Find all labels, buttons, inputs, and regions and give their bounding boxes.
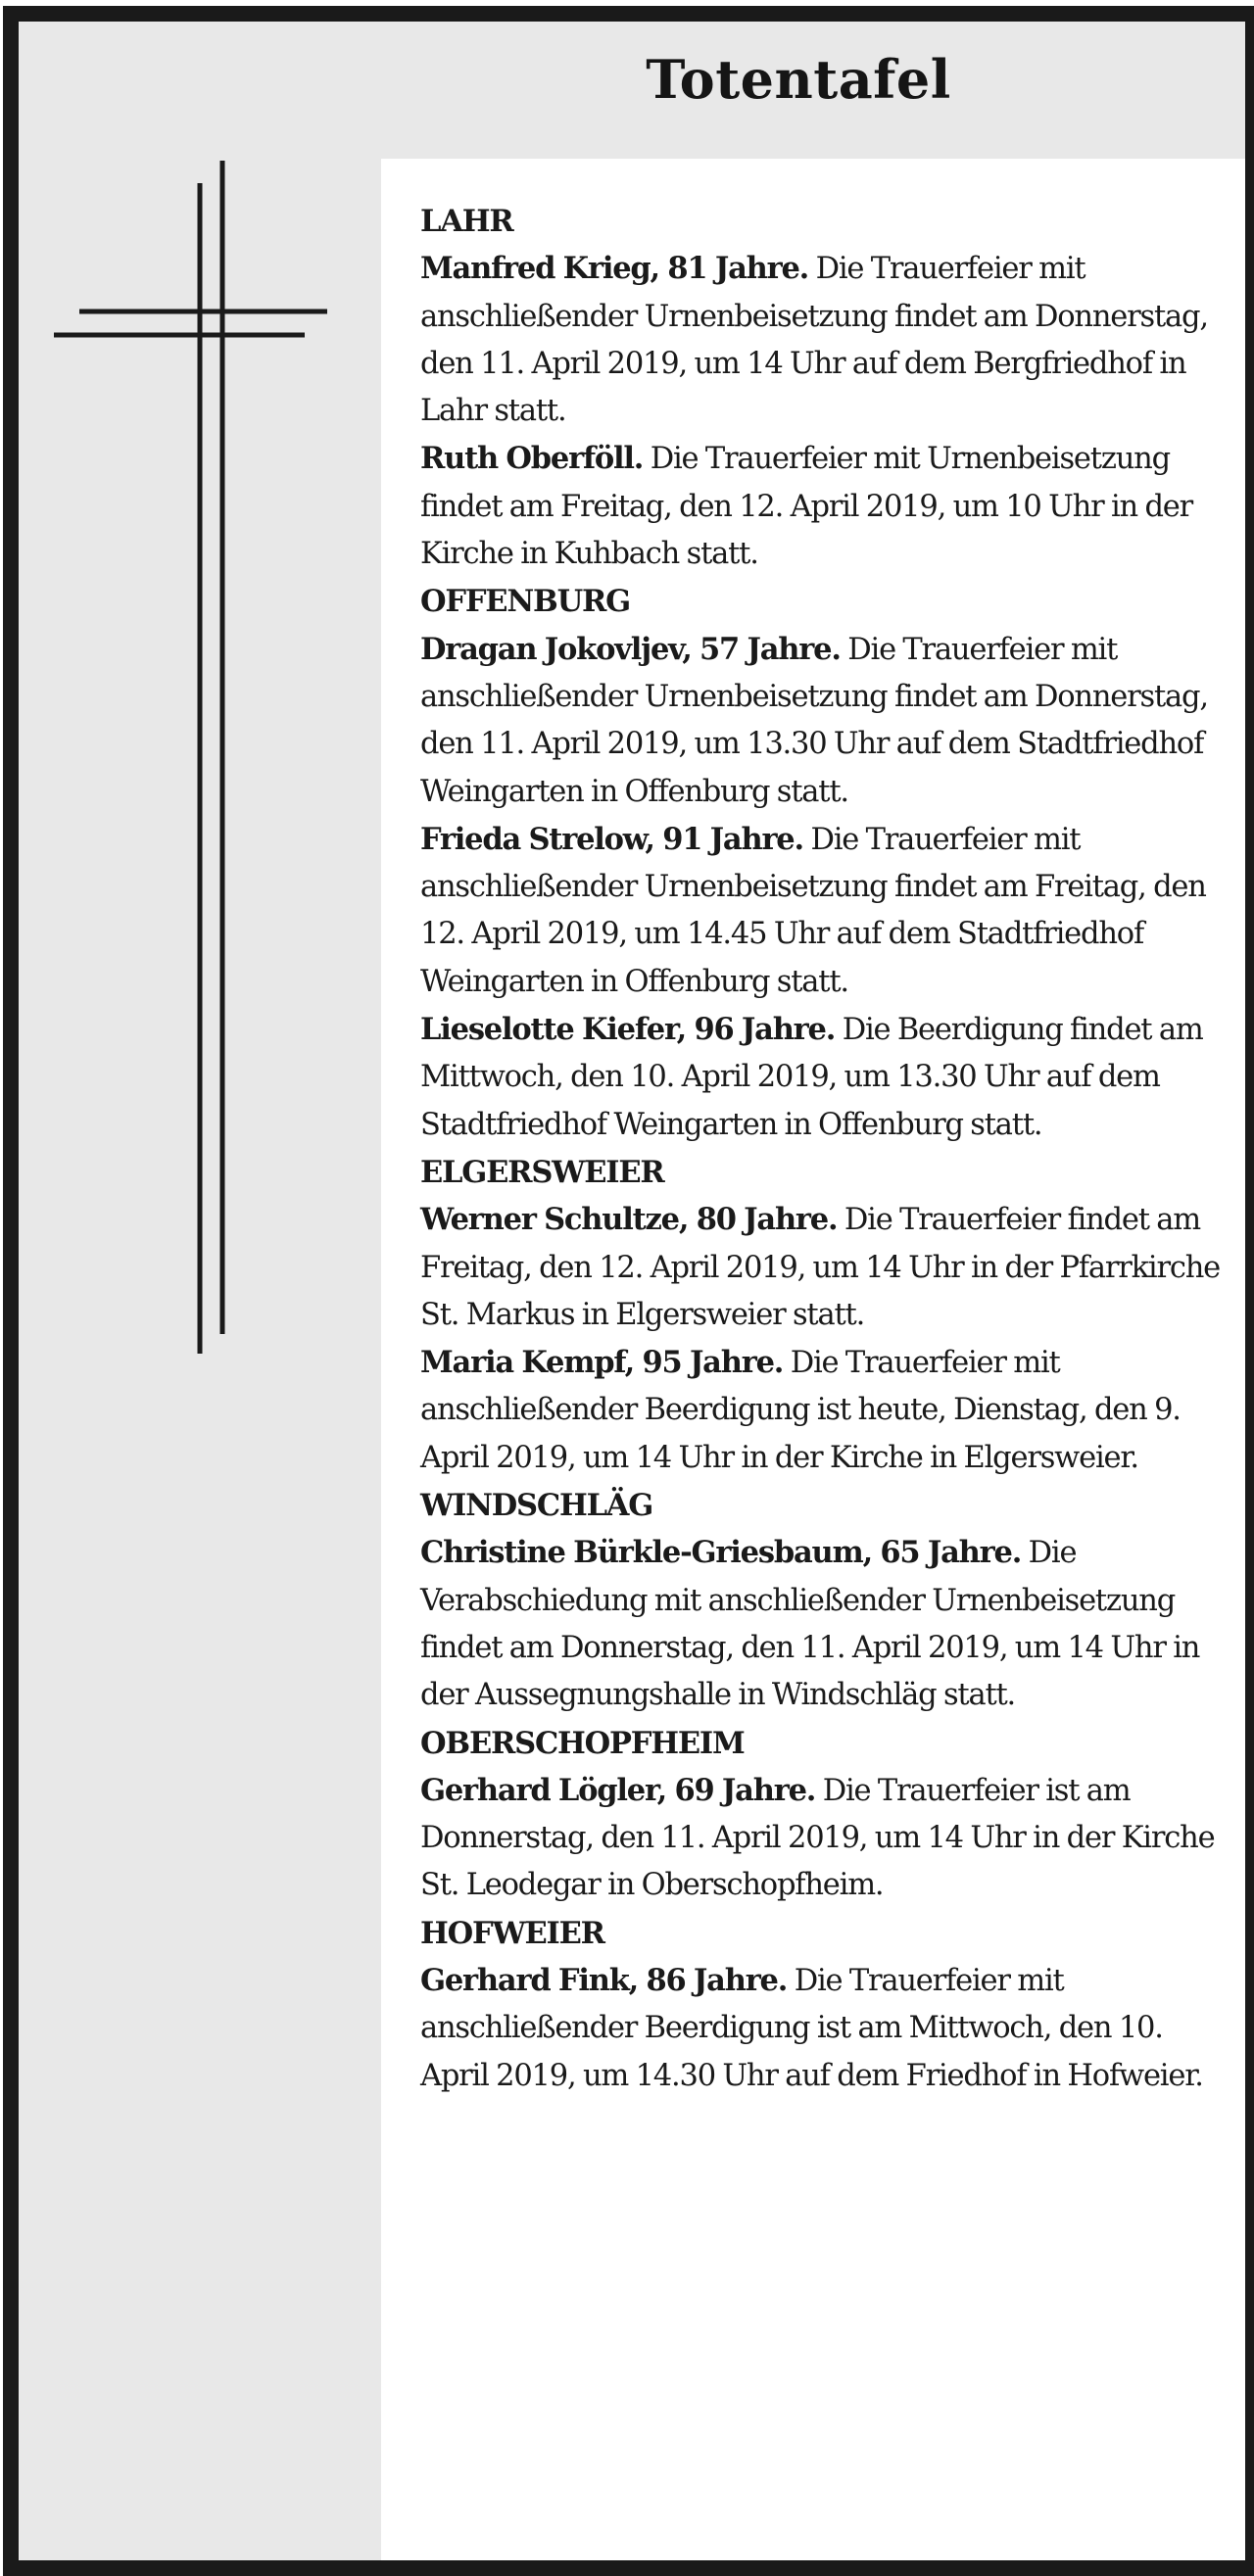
obituary-entry [420, 626, 1224, 816]
obituary-entry [420, 435, 1224, 578]
deceased-name: Ruth Oberföll. [420, 441, 644, 477]
deceased-name: Lieselotte Kiefer, 96 Jahre. [420, 1012, 836, 1048]
obituary-entry [420, 245, 1224, 435]
page-title: Totentafel [646, 48, 951, 111]
ceremony-details: Die Trauerfeier mit anschließender Urnenbeisetzung findet am Donnerstag, den 11. April 2019, um 13.30 Uhr auf dem Stadtfriedhof Weingarten in Offenburg statt. [420, 632, 1208, 809]
obituary-panel [381, 159, 1245, 2560]
ceremony-details: Die Trauerfeier mit anschließender Urnenbeisetzung findet am Freitag, den 12. April 2019, um 14.45 Uhr auf dem Stadtfriedhof Weingarten in Offenburg statt. [420, 822, 1206, 999]
ceremony-details: Die Beerdigung findet am Mittwoch, den 10. April 2019, um 13.30 Uhr auf dem Stadtfriedhof Weingarten in Offenburg statt. [420, 1013, 1203, 1142]
obituary-list [420, 198, 1224, 2100]
cross-icon [19, 22, 381, 1393]
ceremony-details: Die Trauerfeier findet am Freitag, den 12. April 2019, um 14 Uhr in der Pfarrkirche St. Markus in Elgersweier statt. [420, 1203, 1221, 1332]
deceased-name: Manfred Krieg, 81 Jahre. [420, 251, 809, 287]
section-place-lahr: LAHR [420, 204, 513, 239]
obituary-entry [420, 1767, 1224, 1910]
obituary-frame [3, 6, 1254, 2576]
ceremony-details: Die Verabschiedung mit anschließender Urnenbeisetzung findet am Donnerstag, den 11. April 2019, um 14 Uhr in der Aussegnungshalle in Windschläg statt. [420, 1536, 1200, 1713]
section-place-offenburg: OFFENBURG [420, 584, 630, 620]
obituary-entry [420, 1339, 1224, 1482]
obituary-entry [420, 1196, 1224, 1339]
deceased-name: Maria Kempf, 95 Jahre. [420, 1345, 784, 1381]
section-place-oberschopfheim: OBERSCHOPFHEIM [420, 1725, 745, 1761]
ceremony-details: Die Trauerfeier mit anschließender Urnenbeisetzung findet am Donnerstag, den 11. April 2019, um 14 Uhr auf dem Bergfriedhof in Lahr statt. [420, 252, 1208, 429]
obituary-entry [420, 1529, 1224, 1719]
ceremony-details: Die Trauerfeier mit anschließender Beerdigung ist heute, Dienstag, den 9. April 2019, um 14 Uhr in der Kirche in Elgersweier. [420, 1346, 1181, 1475]
ceremony-details: Die Trauerfeier mit anschließender Beerdigung ist am Mittwoch, den 10. April 2019, um 14.30 Uhr auf dem Friedhof in Hofweier. [420, 1963, 1203, 2093]
deceased-name: Werner Schultze, 80 Jahre. [420, 1202, 838, 1238]
deceased-name: Christine Bürkle-Griesbaum, 65 Jahre. [420, 1535, 1022, 1571]
deceased-name: Gerhard Lögler, 69 Jahre. [420, 1772, 816, 1808]
section-place-windschlaeg: WINDSCHLÄG [420, 1488, 653, 1524]
ceremony-details: Die Trauerfeier mit Urnenbeisetzung findet am Freitag, den 12. April 2019, um 10 Uhr in der Kirche in Kuhbach statt. [420, 442, 1193, 572]
ceremony-details: Die Trauerfeier ist am Donnerstag, den 11. April 2019, um 14 Uhr in der Kirche St. Leodegar in Oberschopfheim. [420, 1773, 1215, 1903]
deceased-name: Gerhard Fink, 86 Jahre. [420, 1962, 788, 1998]
obituary-entry [420, 1006, 1224, 1149]
obituary-entry [420, 816, 1224, 1006]
deceased-name: Dragan Jokovljev, 57 Jahre. [420, 631, 841, 667]
section-place-hofweier: HOFWEIER [420, 1915, 604, 1951]
section-place-elgersweier: ELGERSWEIER [420, 1154, 664, 1190]
obituary-entry [420, 1957, 1224, 2100]
deceased-name: Frieda Strelow, 91 Jahre. [420, 821, 803, 857]
